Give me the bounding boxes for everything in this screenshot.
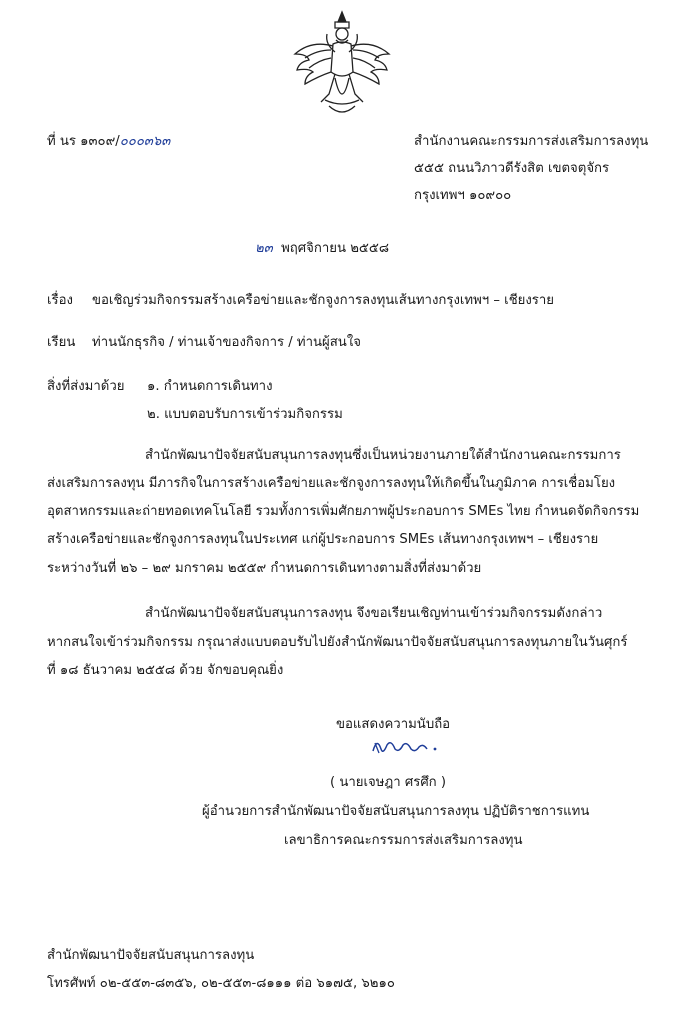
subject-text: ขอเชิญร่วมกิจกรรมสร้างเครือข่ายและชักจูงการลงทุนเส้นทางกรุงเทพฯ – เชียงราย <box>92 293 555 308</box>
para2-line: สำนักพัฒนาปัจจัยสนับสนุนการลงทุน จึงขอเรียนเชิญท่านเข้าร่วมกิจกรรมดังกล่าว <box>145 606 603 621</box>
para1-line: อุตสาหกรรมและถ่ายทอดเทคโนโลยี รวมทั้งการเพิ่มศักยภาพผู้ประกอบการ SMEs ไทย กำหนดจัดกิจกรรม <box>47 504 640 519</box>
footer-phone: โทรศัพท์ ๐๒-๕๕๓-๘๓๕๖, ๐๒-๕๕๓-๘๑๑๑ ต่อ ๖๑๗๕, ๖๒๑๐ <box>47 976 395 991</box>
signer-title-1: ผู้อำนวยการสำนักพัฒนาปัจจัยสนับสนุนการลงทุน ปฏิบัติราชการแทน <box>202 804 590 819</box>
date-day-handwritten: ๒๓ <box>255 241 273 256</box>
org-address: ๕๕๕ ถนนวิภาวดีรังสิต เขตจตุจักร <box>414 161 610 176</box>
para1-line: ส่งเสริมการลงทุน มีภารกิจในการสร้างเครือข่ายและชักจูงการลงทุนให้เกิดขึ้นในภูมิภาค การเชื่อมโยง <box>47 476 616 491</box>
para1-line: สำนักพัฒนาปัจจัยสนับสนุนการลงทุนซึ่งเป็นหน่วยงานภายใต้สำนักงานคณะกรรมการ <box>145 448 621 463</box>
reference-label: ที่ นร ๑๓๐๙/ <box>47 134 120 149</box>
para2-line: ที่ ๑๘ ธันวาคม ๒๕๕๘ ด้วย จักขอบคุณยิ่ง <box>47 663 284 678</box>
enclosure-item-1: ๑. กำหนดการเดินทาง <box>147 379 273 394</box>
para1-line: สร้างเครือข่ายและชักจูงการลงทุนในประเทศ แก่ผู้ประกอบการ SMEs เส้นทางกรุงเทพฯ – เชียงราย <box>47 532 599 547</box>
enclosures-label: สิ่งที่ส่งมาด้วย <box>47 379 125 394</box>
recipient-label: เรียน <box>47 335 76 350</box>
org-name: สำนักงานคณะกรรมการส่งเสริมการลงทุน <box>414 134 649 149</box>
org-city: กรุงเทพฯ ๑๐๙๐๐ <box>414 188 512 203</box>
garuda-emblem-icon <box>291 10 393 118</box>
signature-icon <box>369 735 449 757</box>
signer-name: ( นายเจษฎา ศรศึก ) <box>330 775 447 790</box>
enclosure-item-2: ๒. แบบตอบรับการเข้าร่วมกิจกรรม <box>147 407 343 422</box>
footer-office: สำนักพัฒนาปัจจัยสนับสนุนการลงทุน <box>47 948 255 963</box>
para2-line: หากสนใจเข้าร่วมกิจกรรม กรุณาส่งแบบตอบรับไปยังสำนักพัฒนาปัจจัยสนับสนุนการลงทุนภายในวันศุกร์ <box>47 635 628 650</box>
reference-number <box>47 130 170 151</box>
reference-handwritten-number: ๐๐๐๓๖๓ <box>119 134 171 149</box>
date-month-year: พฤศจิกายน ๒๕๕๘ <box>281 241 390 256</box>
para1-line: ระหว่างวันที่ ๒๖ – ๒๙ มกราคม ๒๕๕๙ กำหนดการเดินทางตามสิ่งที่ส่งมาด้วย <box>47 561 482 576</box>
recipient-text: ท่านนักธุรกิจ / ท่านเจ้าของกิจการ / ท่านผู้สนใจ <box>92 335 361 350</box>
subject-label: เรื่อง <box>47 293 73 308</box>
closing-salutation: ขอแสดงความนับถือ <box>336 717 451 732</box>
letter-date <box>255 237 389 258</box>
signer-title-2: เลขาธิการคณะกรรมการส่งเสริมการลงทุน <box>284 833 523 848</box>
